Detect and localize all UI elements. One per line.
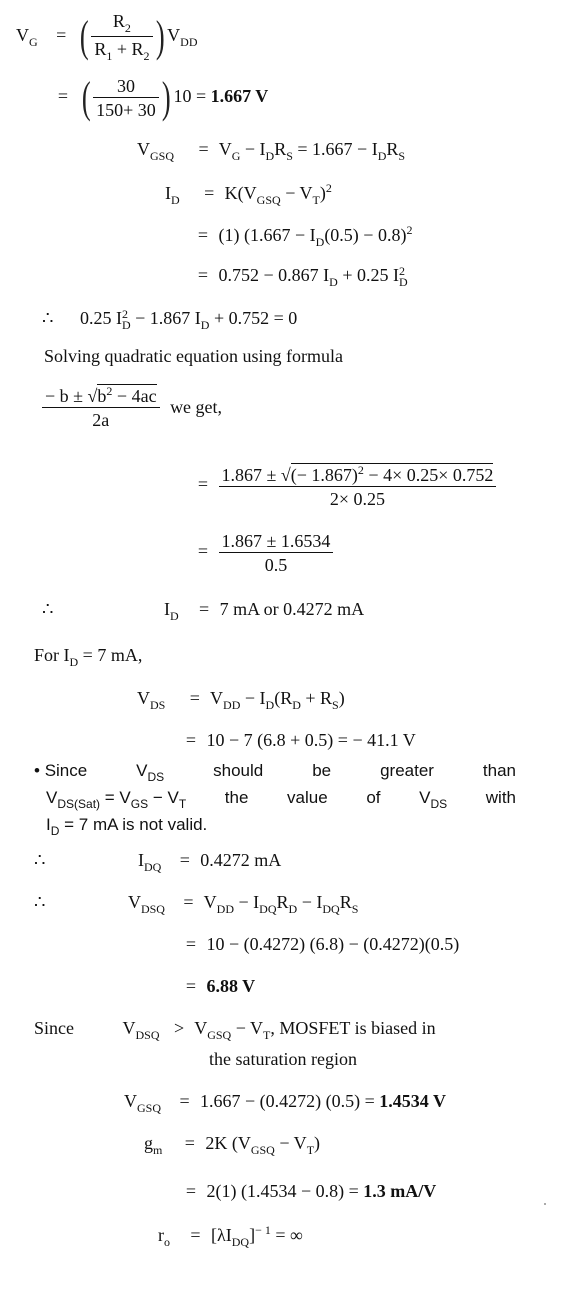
eq-vg-numeric: = ( $\frac{30}{150+ 30}$ ) 10 = 1.667 V bbox=[52, 76, 268, 120]
eq-vgsq-numeric: $V_{GSQ} = 1.667 - (0.4272) (0.5) = 1.4534$ V bbox=[124, 1091, 446, 1115]
text-solving: Solving quadratic equation using formula bbox=[44, 346, 343, 366]
quadratic-formula-fraction: $\frac{- b \pm √b^2 - 4ac}{2a}$ bbox=[42, 385, 160, 429]
thirty-over-180-fraction: $\frac{30}{150+ 30}$ bbox=[93, 77, 159, 119]
eq-gm: $g_m = 2K$ $(V_{GSQ} - V_T)$ bbox=[144, 1133, 321, 1157]
eq-vds: $V_{DS} = V_{DD} - I_D(R_D + R_S)$ bbox=[137, 688, 345, 712]
eq-id-substituted: = (1) $(1.667 - I_D(0.5) - 0.8)^2$ bbox=[197, 223, 413, 249]
note-since-line2: $V_{DS(Sat)} = V_{GS} - V_T$ the value of $V_{DS}$ with bbox=[46, 788, 516, 811]
eq-ro: $r_o = [\lambda I_{DQ}]^{- 1}$ = ∞ bbox=[158, 1223, 303, 1249]
vg-result: 1.667 V bbox=[210, 86, 269, 107]
r2-over-r1-r2-fraction: $\frac{R_2}{R_1 + R_2}$ bbox=[91, 12, 152, 62]
eq-saturation-check: Since $V_{DSQ} > V_{GSQ} - V_T$, MOSFET is biased in bbox=[34, 1018, 436, 1042]
text-saturation-region: the saturation region bbox=[209, 1049, 357, 1069]
speck bbox=[544, 1203, 546, 1205]
left-paren: ( bbox=[79, 12, 89, 61]
vg-symbol: V bbox=[16, 25, 29, 46]
vg-subscript: G bbox=[29, 35, 38, 50]
right-paren: ) bbox=[155, 12, 165, 61]
equals-sign: = bbox=[56, 25, 67, 46]
eq-vds-numeric: = 10 − 7 (6.8 + 0.5) = − 41.1 V bbox=[185, 730, 416, 750]
quadratic-formula: $\frac{- b \pm √b^2 - 4ac}{2a}$ we get, bbox=[42, 385, 222, 429]
note-since-line1: • Since $V_{DS}$ should be greater than bbox=[34, 761, 516, 784]
eq-vgsq: $V_{GSQ} = V_G - I_DR_S = 1.667 - I_DR_S$ bbox=[137, 139, 406, 163]
eq-vdsq-numeric: = 10 − (0.4272) (6.8) − (0.4272)(0.5) bbox=[185, 934, 460, 954]
eq-substituted-formula: = $\frac{1.867 \pm √(- 1.867)^2 - 4\times 0.25\times 0.752}{2\times 0.25}$ bbox=[192, 464, 496, 508]
text-for-id-7ma: For $I_D = 7$ mA, bbox=[34, 645, 143, 669]
eq-id-expanded: = 0.752 − 0.867 $I_D + 0.25$ I 2 D bbox=[197, 264, 408, 289]
eq-id-roots: ∴ $I_D = 7$ mA or 0.4272 mA bbox=[42, 599, 365, 623]
eq-quadratic: ∴ 0.25 I 2 D − 1.867 $I_D + 0.752 = 0$ bbox=[42, 307, 298, 332]
eq-idq: ∴ $I_{DQ} = 0.4272$ mA bbox=[34, 850, 282, 874]
eq-gm-numeric: = 2(1) (1.4534 − 0.8) = 1.3 mA/V bbox=[185, 1181, 437, 1201]
eq-vg-divider: $V_G$ = ( $\frac{R_2}{R_1 + R_2}$ ) $V_{DD}$ bbox=[16, 11, 198, 63]
eq-simplified-formula: = $\frac{1.867 \pm 1.6534}{0.5}$ bbox=[192, 532, 333, 574]
equals-sign: = bbox=[57, 86, 69, 107]
eq-id-k: $I_D = K(V_{GSQ} - V_T)^2$ bbox=[165, 181, 332, 207]
eq-vdsq: ∴ $V_{DSQ} = V_{DD} - I_{DQ}R_D - I_{DQ}R_S$ bbox=[34, 892, 359, 916]
note-since-line3: $I_D = 7$ mA is not valid. bbox=[46, 815, 208, 838]
eq-vdsq-result: = 6.88 V bbox=[185, 976, 256, 996]
therefore-symbol: ∴ bbox=[42, 308, 54, 328]
